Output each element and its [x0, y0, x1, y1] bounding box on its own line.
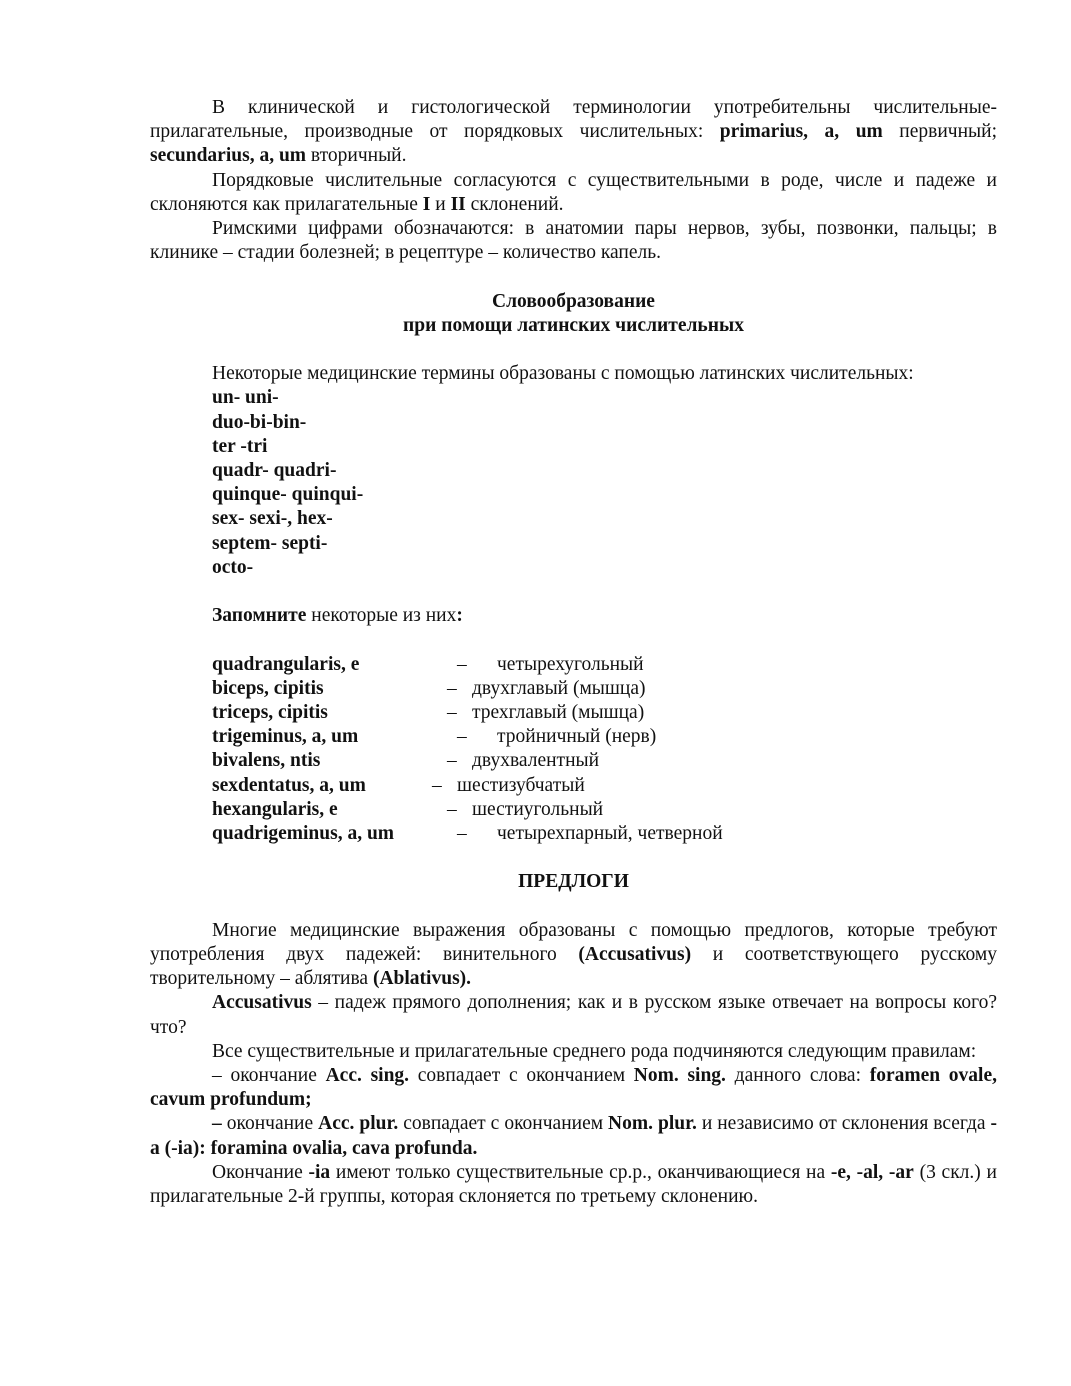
section-heading-line1: Словообразование — [492, 290, 655, 312]
term-meaning: двухвалентный — [472, 750, 600, 772]
roman-numeral: II — [450, 193, 466, 215]
text: данного слова: — [725, 1064, 870, 1086]
text: Многие медицинские выражения образованы с помощью предлогов, которые требуют употребления двух падежей: винительного — [150, 919, 997, 965]
term-row — [150, 774, 997, 798]
remember-bold: Запомните — [212, 605, 307, 627]
spacer — [150, 846, 997, 870]
section-heading-line2: при помощи латинских числительных — [403, 314, 744, 336]
rule-1 — [150, 1064, 997, 1112]
term-dash: – — [457, 726, 467, 748]
term-meaning: трехглавый (мышца) — [472, 701, 645, 723]
prepositions-paragraph-2 — [150, 991, 997, 1039]
term-row — [150, 725, 997, 749]
rule-2 — [150, 1112, 997, 1160]
text: – окончание — [212, 1064, 326, 1086]
text: (3 скл.) и прилагательные 2-й группы, которая склоняется по третьему склонению. — [150, 1161, 997, 1207]
terms-list — [150, 653, 997, 847]
term-meaning: шестизубчатый — [457, 774, 585, 796]
text: склонений. — [465, 193, 564, 215]
intro-paragraph-1 — [150, 96, 997, 169]
text: первичный; — [882, 121, 997, 143]
prefix-item: un- uni- — [212, 387, 279, 409]
text: Окончание — [212, 1161, 309, 1183]
case-name: (Ablativus). — [372, 968, 472, 990]
prefix-item: quinque- quinqui- — [212, 484, 364, 506]
text: окончание — [221, 1113, 319, 1135]
latin-example: -a (-ia): foramina ovalia, cava profunda. — [150, 1113, 997, 1159]
term-latin: bivalens, ntis — [212, 750, 321, 772]
intro-paragraph-3: Римскими цифрами обозначаются: в анатомии пары нервов, зубы, позвонки, пальцы; в клинике – стадии болезней; в рецептуре – количество капель. — [150, 218, 997, 264]
term-row — [150, 677, 997, 701]
prefix-item: octo- — [212, 556, 254, 578]
term-dash: – — [447, 677, 457, 699]
text: – падеж прямого дополнения; как и в русском языке отвечает на вопросы кого? что? — [150, 992, 997, 1038]
term-meaning: двухглавый (мышца) — [472, 677, 646, 699]
term-row — [150, 798, 997, 822]
case-abbr: Acc. plur. — [318, 1113, 399, 1135]
remember-line — [212, 604, 997, 628]
ending: -ia — [308, 1161, 331, 1183]
term-dash: – — [457, 653, 467, 675]
term-row — [150, 822, 997, 846]
term-latin: biceps, cipitis — [212, 677, 324, 699]
term-row — [150, 653, 997, 677]
ending: -e, -al, -ar — [830, 1161, 914, 1183]
term-meaning: тройничный (нерв) — [497, 726, 657, 748]
prefix-item: ter -tri — [212, 435, 268, 457]
prefix-item: quadr- quadri- — [212, 460, 337, 482]
prefix-item: septem- septi- — [212, 532, 328, 554]
term-meaning: четырехпарный, четверной — [497, 822, 723, 844]
case-abbr: Acc. sing. — [325, 1064, 410, 1086]
latin-term: secundarius, a, um — [150, 145, 307, 167]
text: имеют только существительные ср.р., оканчивающиеся на — [330, 1161, 831, 1183]
spacer — [150, 895, 997, 919]
term-meaning: шестиугольный — [472, 798, 604, 820]
term-row — [150, 749, 997, 773]
spacer — [150, 338, 997, 362]
case-abbr: Nom. plur. — [608, 1113, 697, 1135]
prepositions-paragraph-3: Все существительные и прилагательные среднего рода подчиняются следующим правилам: — [212, 1040, 977, 1062]
term-dash: – — [447, 798, 457, 820]
text: : — [456, 605, 463, 627]
text: и — [430, 193, 451, 215]
text: некоторые из них — [306, 605, 457, 627]
text: Порядковые числительные согласуются с существительными в роде, числе и падеже и склоняются как прилагательные — [150, 169, 997, 215]
text: – — [212, 1113, 222, 1135]
intro-paragraph-2 — [150, 169, 997, 217]
term-dash: – — [447, 750, 457, 772]
prefix-intro: Некоторые медицинские термины образованы с помощью латинских числительных: — [212, 363, 914, 385]
term-dash: – — [457, 822, 467, 844]
term-row — [150, 701, 997, 725]
text: совпадает с окончанием — [398, 1113, 609, 1135]
spacer — [150, 265, 997, 289]
case-name: Accusativus — [212, 992, 312, 1014]
prepositions-paragraph-1 — [150, 919, 997, 992]
text: совпадает с окончанием — [409, 1064, 634, 1086]
term-dash: – — [447, 701, 457, 723]
term-latin: quadrangularis, e — [212, 653, 360, 675]
term-latin: hexangularis, e — [212, 798, 338, 820]
prefix-section — [150, 362, 997, 652]
spacer — [212, 580, 997, 604]
term-latin: triceps, cipitis — [212, 701, 328, 723]
spacer — [212, 628, 997, 652]
term-dash: – — [432, 774, 442, 796]
prefix-item: sex- sexi-, hex- — [212, 508, 333, 530]
prepositions-heading: ПРЕДЛОГИ — [518, 871, 629, 893]
case-name: (Accusativus) — [578, 943, 692, 965]
text: и независимо от склонения всегда — [696, 1113, 991, 1135]
latin-term: primarius, a, um — [719, 121, 883, 143]
latin-example: foramen ovale, cavum profundum; — [150, 1064, 998, 1111]
term-latin: quadrigeminus, a, um — [212, 822, 395, 844]
prefix-item: duo-bi-bin- — [212, 411, 307, 433]
term-meaning: четырехугольный — [497, 653, 644, 675]
case-abbr: Nom. sing. — [633, 1064, 726, 1086]
term-latin: trigeminus, a, um — [212, 726, 359, 748]
text: вторичный. — [306, 145, 407, 167]
roman-numeral: I — [422, 193, 431, 215]
text: В клинической и гистологической терминологии употребительны числительные-прилагательные, производные от порядковых числительных: — [150, 97, 997, 143]
text: и соответствующего русскому творительному – аблятива — [150, 943, 997, 990]
document-page — [150, 96, 997, 1209]
term-latin: sexdentatus, a, um — [212, 774, 366, 796]
prepositions-paragraph-4 — [150, 1161, 997, 1209]
